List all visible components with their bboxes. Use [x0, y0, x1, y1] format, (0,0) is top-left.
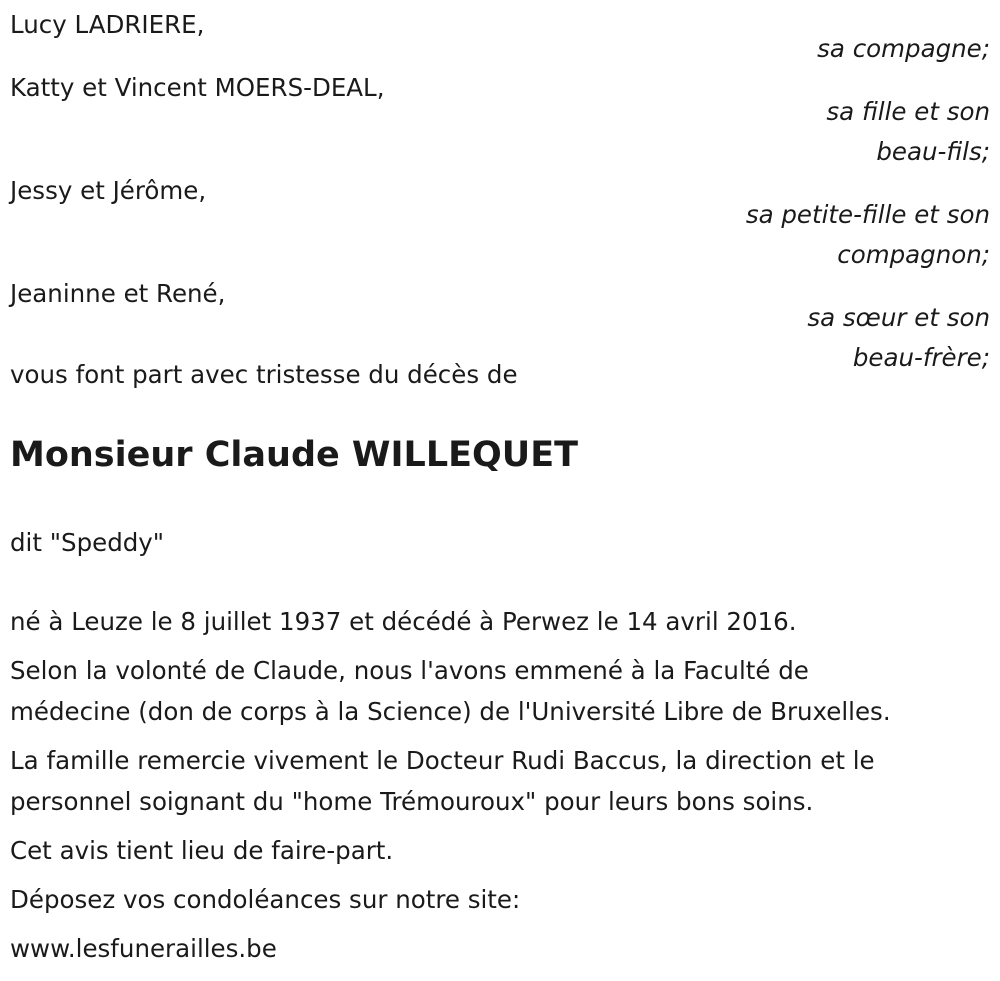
notice-line: Cet avis tient lieu de faire-part.	[10, 836, 394, 865]
family-member-4-name: Jeaninne et René,	[10, 279, 226, 308]
condolences-line: Déposez vos condoléances sur notre site:	[10, 885, 521, 914]
family-member-1-relation: sa compagne;	[817, 34, 990, 63]
family-member-2-relation-line2: beau-fils;	[876, 137, 990, 166]
wish-line-1: Selon la volonté de Claude, nous l'avons emmené à la Faculté de	[10, 656, 809, 685]
family-member-2-name: Katty et Vincent MOERS-DEAL,	[10, 73, 385, 102]
family-member-3-name: Jessy et Jérôme,	[10, 176, 207, 205]
thanks-line-2: personnel soignant du "home Trémouroux" pour leurs bons soins.	[10, 787, 814, 816]
website-link[interactable]: www.lesfunerailles.be	[10, 934, 277, 963]
family-member-3-relation-line1: sa petite-fille et son	[745, 200, 990, 229]
announcement-text: vous font part avec tristesse du décès de	[10, 360, 518, 389]
deceased-name: Monsieur Claude WILLEQUET	[10, 435, 579, 475]
family-member-2-relation-line1: sa fille et son	[826, 97, 990, 126]
family-member-1-name: Lucy LADRIERE,	[10, 10, 205, 39]
family-member-3-relation-line2: compagnon;	[837, 240, 990, 269]
family-member-4-relation-line1: sa sœur et son	[807, 303, 990, 332]
birth-death-line: né à Leuze le 8 juillet 1937 et décédé à Perwez le 14 avril 2016.	[10, 607, 797, 636]
family-member-4-relation-line2: beau-frère;	[852, 343, 990, 372]
deceased-nickname: dit "Speddy"	[10, 528, 165, 557]
thanks-line-1: La famille remercie vivement le Docteur Rudi Baccus, la direction et le	[10, 746, 875, 775]
wish-line-2: médecine (don de corps à la Science) de l'Université Libre de Bruxelles.	[10, 697, 891, 726]
